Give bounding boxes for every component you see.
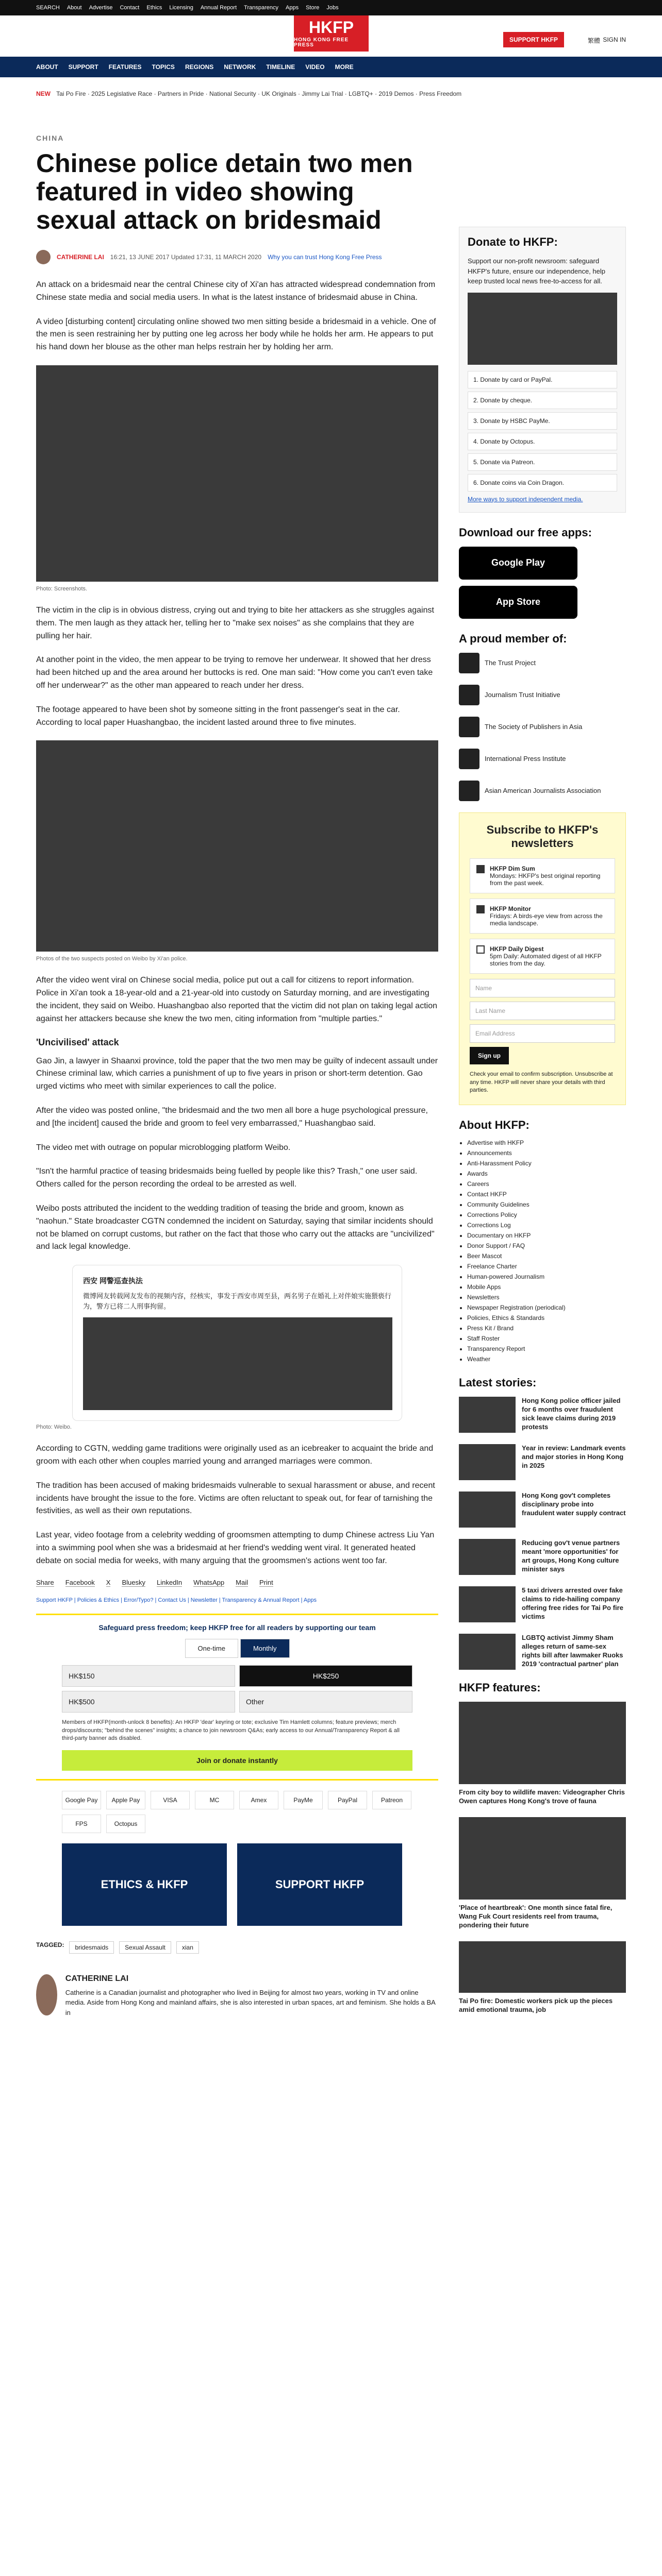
utility-link[interactable]: Ethics [146, 5, 162, 11]
sidebar-heading: About HKFP: [459, 1118, 529, 1132]
about-link[interactable]: • Policies, Ethics & Standards [467, 1314, 626, 1321]
author-avatar[interactable] [36, 250, 51, 264]
about-link[interactable]: • Newsletters [467, 1294, 626, 1301]
image-caption: Photo: Screenshots. [36, 585, 88, 592]
topic-ticker: NEW Tai Po Fire · 2025 Legislative Race · Partners in Pride · National Security · UK Originals · Jimmy Lai Trial · LGBTQ+ · 2019 Demos · Press Freedom [36, 90, 462, 97]
pay-octopus-icon: Octopus [106, 1815, 145, 1833]
signin-link[interactable]: SIGN IN [603, 36, 626, 43]
author-link[interactable]: CATHERINE LAI [57, 253, 104, 261]
story-thumb [459, 1397, 516, 1433]
about-link[interactable]: • Documentary on HKFP [467, 1232, 626, 1239]
ticker-item[interactable]: 2019 Demos [378, 90, 414, 97]
members-benefits: Members of HKFP(month-unlock 8 benefits): An HKFP 'dear' keyring or tote; exclusive Tim Hamlett columns; feature previews; merch drops/discounts; "behind the scenes" insights; a chance to join newsroom Q&As; early access to our Annual/Transparency Report & all third-party banner ads disabled. [62, 1719, 400, 1742]
about-link[interactable]: • Awards [467, 1170, 626, 1177]
ipi-icon [459, 749, 479, 769]
utility-link[interactable]: Licensing [169, 5, 193, 11]
sopa-icon [459, 717, 479, 737]
story-thumb [459, 1492, 516, 1528]
about-link[interactable]: • Corrections Policy [467, 1211, 626, 1218]
author-bio: Catherine is a Canadian journalist and photographer who lived in Beijing for almost two years, working in TV and online media. Aside from Hong Kong and mainland affairs, she is also interested in urban spaces, art and feminism. She holds a BA in [65, 1988, 436, 2016]
option-desc: Mondays: HKFP's best original reporting from the past week. [490, 872, 601, 887]
ticker-item[interactable]: Press Freedom [419, 90, 462, 97]
nav-item[interactable]: REGIONS [185, 63, 214, 71]
badge-label: The Trust Project [485, 659, 536, 667]
donate-intro: Support our non-profit newsroom: safeguard HKFP's future, ensure our independence, help keep trusted local news free-to-access for all. [468, 257, 605, 285]
sidebar-heading: HKFP features: [459, 1681, 541, 1694]
utility-link[interactable]: SEARCH [36, 5, 60, 11]
about-link[interactable]: • Corrections Log [467, 1222, 626, 1229]
nav-item[interactable]: MORE [335, 63, 354, 71]
share-link[interactable]: Share [36, 1579, 54, 1587]
main-nav [0, 57, 662, 77]
checkbox-icon[interactable] [476, 905, 485, 913]
ticker-item[interactable]: UK Originals [261, 90, 296, 97]
paragraph: After the video was posted online, "the bridesmaid and the two men all bore a huge psychological pressure, and [the incident] caused the bride and groom to feel very embarrassed," Huashangbao said. [36, 1106, 428, 1128]
newsletter-option[interactable] [470, 858, 615, 893]
email-field[interactable]: Email Address [470, 1024, 615, 1043]
more-ways-link[interactable]: More ways to support independent media. [468, 495, 583, 503]
image-caption: Photo: Weibo. [36, 1424, 72, 1431]
tag-list [36, 1941, 438, 1954]
pay-patreon-icon: Patreon [372, 1791, 411, 1809]
story-item[interactable] [459, 1634, 626, 1670]
member-jti[interactable] [459, 685, 626, 705]
sidebar-heading: A proud member of: [459, 632, 567, 645]
lang-toggle[interactable]: 繁體 [587, 37, 600, 44]
paragraph: After the video went viral on Chinese social media, police put out a call for citizens to report information. Police in Xi'an took a 18-year-old and a 21-year-old into custody on Saturday morning, and are investigating the incident, they said on Weibo. Huashangbao also reported that the victim did not plan on taking legal action against her attackers because she knew the two men, citing information from "multiple parties." [36, 976, 437, 1023]
about-link[interactable]: • Press Kit / Brand [467, 1325, 626, 1332]
utility-link[interactable]: Apps [286, 5, 299, 11]
ticker-item[interactable]: National Security [209, 90, 256, 97]
name-field[interactable]: Name [470, 979, 615, 997]
utility-link[interactable]: Store [306, 5, 320, 11]
story-item[interactable] [459, 1539, 626, 1575]
signup-note: Check your email to confirm subscription. Unsubscribe at any time. HKFP will never share your details with third parties. [470, 1071, 613, 1094]
donate-method[interactable]: 4. Donate by Octopus. [468, 433, 617, 450]
utility-link[interactable]: About [67, 5, 82, 11]
author-name[interactable]: CATHERINE LAI [65, 1974, 129, 1983]
author-box [36, 1974, 438, 2018]
about-link[interactable]: • Staff Roster [467, 1335, 626, 1342]
amount-option-other[interactable]: Other [239, 1691, 412, 1713]
hkfp-logo[interactable] [294, 15, 369, 52]
paragraph: The tradition has been accused of making bridesmaids vulnerable to sexual harassment or abuse, and recent incidents have brought the issue to the fore. Victims are often reluctant to speak out, for fear of tarnishing the festivities, as well as their own reputations. [36, 1481, 435, 1516]
member-trust-project[interactable] [459, 653, 626, 673]
donate-photo [468, 293, 617, 365]
nav-item[interactable]: FEATURES [108, 63, 142, 71]
tag[interactable]: Sexual Assault [119, 1941, 171, 1954]
subheading: 'Uncivilised' attack [36, 1037, 119, 1047]
promo-banners [62, 1843, 438, 1926]
badge-label: Asian American Journalists Association [485, 787, 601, 794]
about-link[interactable]: • Mobile Apps [467, 1283, 626, 1291]
share-mail[interactable]: Mail [236, 1579, 248, 1587]
story-thumb [459, 1444, 516, 1480]
aaja-icon [459, 781, 479, 801]
freq-onetime[interactable]: One-time [185, 1639, 238, 1658]
paragraph: Weibo posts attributed the incident to the wedding tradition of teasing the bride and groom, known as "naohun." State broadcaster CGTN condemned the incident on Saturday, saying that similar incidents should not be blamed on corrupt customs, but rather on the fact that those who carry out the attacks are "uncivilized" and lack legal knowledge. [36, 1204, 435, 1251]
checkbox-icon[interactable] [476, 865, 485, 873]
about-link[interactable]: • Beer Mascot [467, 1252, 626, 1260]
paragraph: A video [disturbing content] circulating online showed two men sitting beside a bridesmaid in a vehicle. One of the men is seen restraining her by putting one leg across her body while he holds her arm. He appears to put his hand down her blouse as the other man helps restrain her by holding her arm. [36, 317, 436, 352]
donate-widget [36, 1614, 438, 1780]
pay-mastercard-icon: MC [195, 1791, 234, 1809]
trust-link[interactable]: Why you can trust Hong Kong Free Press [268, 253, 382, 261]
newsletter-signup [459, 812, 626, 1106]
paragraph: The victim in the clip is in obvious distress, crying out and trying to bite her attackers as she struggles against them. The men laugh as they attack her, telling her to "make sex noises" as she complains that they are pulling her hair. [36, 605, 434, 640]
about-link[interactable]: • Freelance Charter [467, 1263, 626, 1270]
feature-title[interactable]: 'Place of heartbreak': One month since fatal fire, Wang Fuk Court residents reel from trauma, pondering their future [459, 1904, 613, 1929]
join-donate-button[interactable]: Join or donate instantly [62, 1750, 412, 1771]
utility-link[interactable]: Advertise [89, 5, 113, 11]
nav-item[interactable]: VIDEO [305, 63, 325, 71]
jti-icon [459, 685, 479, 705]
donate-method[interactable]: 6. Donate coins via Coin Dragon. [468, 474, 617, 492]
ticker-item[interactable]: Jimmy Lai Trial [302, 90, 343, 97]
signup-button[interactable]: Sign up [470, 1047, 509, 1064]
story-title[interactable]: Hong Kong gov't completes disciplinary probe into fraudulent water supply contract [522, 1492, 626, 1517]
paragraph: At another point in the video, the men appear to be trying to remove her underwear. It showed that her dress had been hitched up and the area around her buttocks is red. One man said: "How come you can't even take off her underwear?" as the other man appeared to reach under her dress. [36, 655, 433, 690]
story-item[interactable] [459, 1397, 626, 1433]
pay-visa-icon: VISA [151, 1791, 190, 1809]
sidebar-heading: Download our free apps: [459, 526, 592, 539]
sidebar-heading: Latest stories: [459, 1376, 537, 1389]
weibo-embed[interactable] [72, 1265, 402, 1421]
sidebar [459, 227, 626, 2026]
story-title[interactable]: 5 taxi drivers arrested over fake claims to ride-hailing company offering free rides for Tai Po fire victims [522, 1586, 623, 1621]
paragraph: An attack on a bridesmaid near the central Chinese city of Xi'an has attracted widespread condemnation from Chinese state media and social media users. In what is the latest instance of bridesmaid abuse in China. [36, 280, 436, 302]
checkbox-icon[interactable] [476, 945, 485, 954]
share-linkedin[interactable]: LinkedIn [157, 1579, 183, 1587]
pay-payme-icon: PayMe [284, 1791, 323, 1809]
feature-title[interactable]: Tai Po fire: Domestic workers pick up the pieces amid emotional trauma, job [459, 1996, 613, 2013]
story-thumb [459, 1634, 516, 1670]
paragraph: "Isn't the harmful practice of teasing bridesmaids being fuelled by people like this? Trash," one user said. Others called for the person recording the ordeal to be arrested as well. [36, 1167, 418, 1189]
donate-panel [459, 227, 626, 513]
image-caption: Photos of the two suspects posted on Weibo by Xi'an police. [36, 956, 188, 962]
badge-label: Journalism Trust Initiative [485, 691, 560, 699]
about-link[interactable]: • Contact HKFP [467, 1191, 626, 1198]
trust-project-icon [459, 653, 479, 673]
google-play-button[interactable]: Google Play [459, 547, 577, 580]
story-title[interactable]: Hong Kong police officer jailed for 6 months over fraudulent sick leave claims during 2019 protests [522, 1397, 621, 1431]
weibo-user: 西安 网警巡查执法 [83, 1277, 143, 1285]
nav-item[interactable]: NETWORK [224, 63, 256, 71]
ticker-item[interactable]: Tai Po Fire [56, 90, 86, 97]
pay-apple-pay-icon: Apple Pay [106, 1791, 145, 1809]
tag[interactable]: xian [176, 1941, 199, 1954]
share-whatsapp[interactable]: WhatsApp [193, 1579, 225, 1587]
ticker-item[interactable]: 2025 Legislative Race [91, 90, 153, 97]
story-thumb [459, 1539, 516, 1575]
story-title[interactable]: Reducing gov't venue partners meant 'more opportunities' for art groups, Hong Kong culture minister says [522, 1539, 620, 1573]
donate-methods [468, 371, 617, 492]
donate-method[interactable]: 1. Donate by card or PayPal. [468, 371, 617, 388]
about-link[interactable]: • Weather [467, 1355, 626, 1363]
site-header [0, 0, 662, 77]
newsletter-option[interactable] [470, 899, 615, 934]
article-date: 16:21, 13 JUNE 2017 Updated 17:31, 11 MARCH 2020 [110, 253, 262, 261]
share-print[interactable]: Print [259, 1579, 273, 1587]
amount-option-selected[interactable]: HK$250 [239, 1665, 412, 1687]
suspects-photo [36, 740, 438, 952]
option-desc: 5pm Daily: Automated digest of all HKFP stories from the day. [490, 953, 602, 968]
weibo-text: 微博网友转载网友发布的视频内容，经核实，事发于西安市周至县，两名男子在婚礼上对伴娘实施猥亵行为，警方已将二人刑事拘留。 [83, 1292, 392, 1310]
donate-method[interactable]: 2. Donate by cheque. [468, 392, 617, 409]
ticker-item[interactable]: LGBTQ+ [349, 90, 373, 97]
option-title: HKFP Dim Sum [490, 865, 535, 873]
donate-method[interactable]: 3. Donate by HSBC PayMe. [468, 412, 617, 430]
feature-title[interactable]: From city boy to wildlife maven: Videographer Chris Owen captures Hong Kong's trove of fauna [459, 1788, 625, 1805]
byline [36, 250, 438, 264]
utility-bar [0, 0, 662, 15]
about-link[interactable]: • Careers [467, 1180, 626, 1188]
ticker-label: NEW [36, 90, 51, 97]
about-link[interactable]: • Advertise with HKFP [467, 1139, 626, 1146]
feature-image[interactable] [459, 1941, 626, 1993]
member-ipi[interactable] [459, 749, 626, 769]
article-title: Chinese police detain two men featured in video showing sexual attack on bridesmaid [36, 149, 413, 234]
option-title: HKFP Daily Digest [490, 945, 544, 953]
sidebar-heading: Donate to HKFP: [468, 235, 558, 248]
amount-grid [62, 1665, 412, 1713]
nav-item[interactable]: TIMELINE [266, 63, 295, 71]
video-screenshot-image [36, 365, 438, 582]
utility-link[interactable]: Jobs [326, 5, 339, 11]
story-title[interactable]: Year in review: Landmark events and major stories in Hong Kong in 2025 [522, 1444, 626, 1470]
story-item[interactable] [459, 1492, 626, 1528]
newsletter-option[interactable] [470, 939, 615, 974]
tag[interactable]: bridesmaids [69, 1941, 114, 1954]
share-bar [36, 1579, 438, 1587]
logo-text: HKFP [308, 18, 354, 37]
support-banner[interactable]: SUPPORT HKFP [237, 1843, 402, 1926]
story-item[interactable] [459, 1444, 626, 1480]
share-facebook[interactable]: Facebook [65, 1579, 95, 1587]
last-name-field[interactable]: Last Name [470, 1002, 615, 1020]
paragraph: The video met with outrage on popular microblogging platform Weibo. [36, 1143, 291, 1152]
about-link[interactable]: • Transparency Report [467, 1345, 626, 1352]
member-badges [459, 653, 626, 801]
paragraph: Gao Jin, a lawyer in Shaanxi province, told the paper that the two men may be guilty of indecent assault under Chinese criminal law, which carries a punishment of up to five years in prison or short-term detention. Gao urged victims who meet with similar experiences to call the police. [36, 1056, 438, 1091]
member-sopa[interactable] [459, 717, 626, 737]
option-desc: Fridays: A birds-eye view from across the media landscape. [490, 912, 603, 927]
weibo-image [83, 1317, 392, 1410]
badge-label: International Press Institute [485, 755, 566, 762]
pay-paypal-icon: PayPal [328, 1791, 367, 1809]
share-x[interactable]: X [106, 1579, 111, 1587]
support-hkfp-button[interactable]: SUPPORT HKFP [503, 32, 564, 47]
nav-item[interactable]: TOPICS [152, 63, 175, 71]
member-aaja[interactable] [459, 781, 626, 801]
pay-google-pay-icon: Google Pay [62, 1791, 101, 1809]
about-list [459, 1139, 626, 1363]
feature-image[interactable] [459, 1702, 626, 1784]
utility-link[interactable]: Annual Report [200, 5, 237, 11]
about-link[interactable]: • Donor Support / FAQ [467, 1242, 626, 1249]
article-category[interactable]: CHINA [36, 134, 64, 142]
tags-label: TAGGED: [36, 1941, 64, 1948]
article-body [36, 134, 438, 2018]
ethics-banner[interactable]: ETHICS & HKFP [62, 1843, 227, 1926]
amount-option[interactable]: HK$150 [62, 1665, 235, 1687]
frequency-toggle [36, 1639, 438, 1658]
share-bluesky[interactable]: Bluesky [122, 1579, 145, 1587]
nav-item[interactable]: SUPPORT [68, 63, 98, 71]
story-title[interactable]: LGBTQ activist Jimmy Sham alleges return of same-sex rights bill after lawmaker Ruoks 2019 'contractual partner' plan [522, 1634, 623, 1668]
footer-links[interactable]: Support HKFP | Policies & Ethics | Error/Typo? | Contact Us | Newsletter | Transparency & Annual Report | Apps [36, 1597, 317, 1604]
amount-option[interactable]: HK$500 [62, 1691, 235, 1713]
features-list [459, 1702, 626, 2014]
donate-method[interactable]: 5. Donate via Patreon. [468, 453, 617, 471]
paragraph: The footage appeared to have been shot by someone sitting in the front passenger's seat in the car. According to local paper Huashangbao, the incident lasted around three to five minutes. [36, 705, 400, 727]
feature-image[interactable] [459, 1817, 626, 1900]
nav-item[interactable]: ABOUT [36, 63, 58, 71]
ticker-item[interactable]: Partners in Pride [157, 90, 204, 97]
latest-stories [459, 1397, 626, 1670]
payment-methods [62, 1791, 412, 1833]
freq-monthly[interactable]: Monthly [240, 1639, 290, 1658]
logo-subtext: HONG KONG FREE PRESS [294, 37, 349, 48]
story-thumb [459, 1586, 516, 1622]
newsletter-heading: Subscribe to HKFP's newsletters [486, 823, 599, 850]
pay-amex-icon: Amex [239, 1791, 278, 1809]
badge-label: The Society of Publishers in Asia [485, 723, 583, 731]
option-title: HKFP Monitor [490, 905, 531, 913]
story-item[interactable] [459, 1586, 626, 1622]
paragraph: Last year, video footage from a celebrity wedding of groomsmen attempting to dump Chinese actress Liu Yan into a swimming pool when she was a bridesmaid at her friend's wedding went viral. It generated heated debate on social media for weeks, with many arguing that the groomsmen's actions went too far. [36, 1531, 435, 1565]
donate-headline: Safeguard press freedom; keep HKFP free for all readers by supporting our team [98, 1623, 376, 1632]
pay-fps-icon: FPS [62, 1815, 101, 1833]
about-link[interactable]: • Human-powered Journalism [467, 1273, 626, 1280]
about-link[interactable]: • Announcements [467, 1149, 626, 1157]
about-link[interactable]: • Newspaper Registration (periodical) [467, 1304, 626, 1311]
author-avatar-large[interactable] [36, 1974, 57, 2015]
about-link[interactable]: • Community Guidelines [467, 1201, 626, 1208]
utility-link[interactable]: Transparency [244, 5, 278, 11]
utility-link[interactable]: Contact [120, 5, 140, 11]
paragraph: According to CGTN, wedding game traditions were originally used as an icebreaker to acquaint the bride and groom with each other when couples married young and arranged marriages were common. [36, 1444, 434, 1466]
about-link[interactable]: • Anti-Harassment Policy [467, 1160, 626, 1167]
app-store-button[interactable]: App Store [459, 586, 577, 619]
